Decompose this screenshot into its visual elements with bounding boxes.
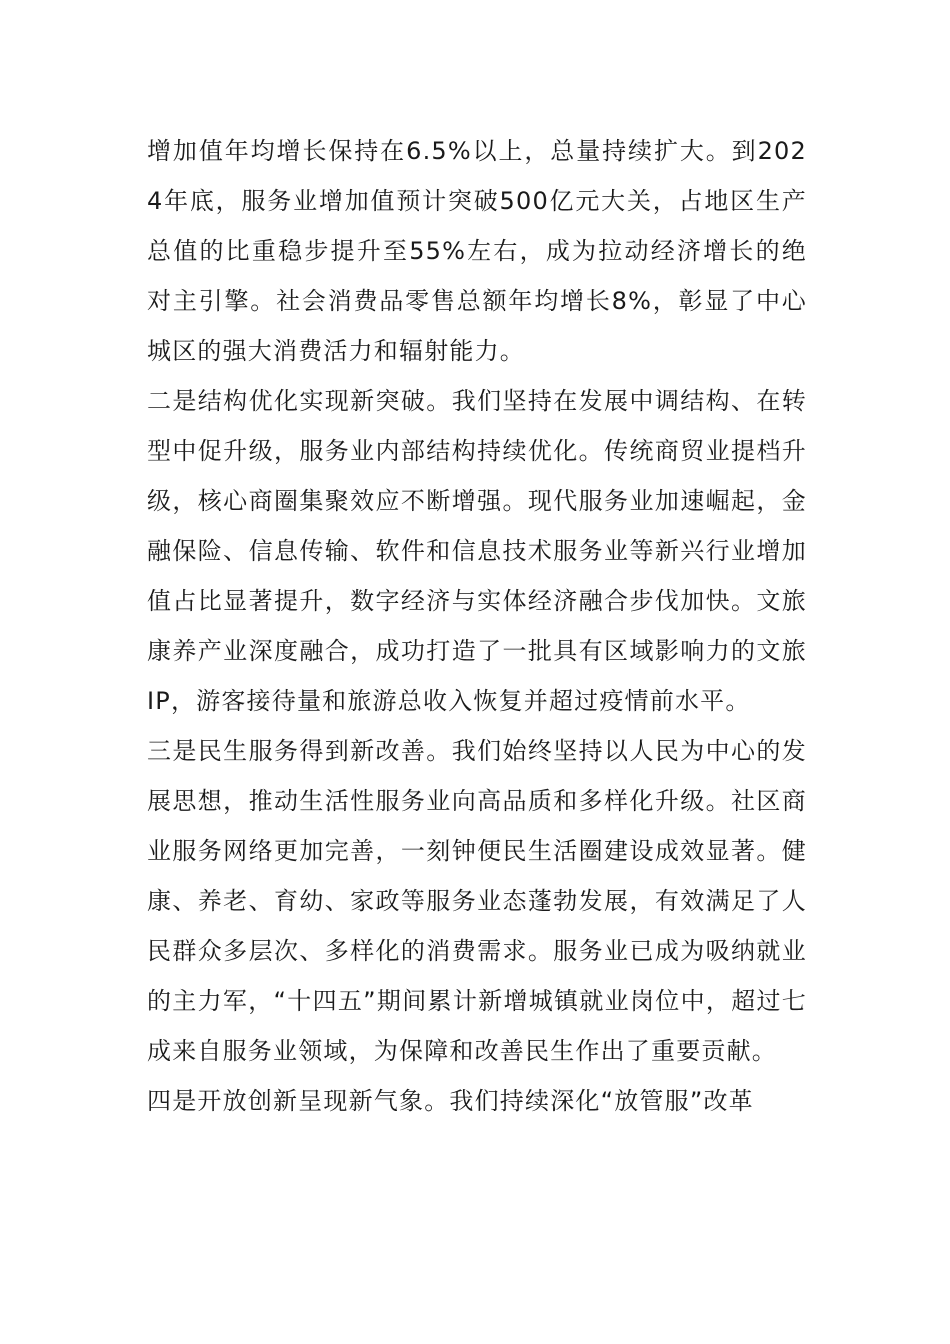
paragraph-open-innovation: 四是开放创新呈现新气象。我们持续深化“放管服”改革 [147,1087,754,1115]
document-body [147,126,807,1126]
paragraph-livelihood-services: 三是民生服务得到新改善。我们始终坚持以人民为中心的发展思想，推动生活性服务业向高品质和多样化升级。社区商业服务网络更加完善，一刻钟便民生活圈建设成效显著。健康、养老、育幼、家政等服务业态蓬勃发展，有效满足了人民群众多层次、多样化的消费需求。服务业已成为吸纳就业的主力军，“十四五”期间累计新增城镇就业岗位中，超过七成来自服务业领域，为保障和改善民生作出了重要贡献。 [147,737,807,1065]
paragraph-structure-optimization: 二是结构优化实现新突破。我们坚持在发展中调结构、在转型中促升级，服务业内部结构持续优化。传统商贸业提档升级，核心商圈集聚效应不断增强。现代服务业加速崛起，金融保险、信息传输、软件和信息技术服务业等新兴行业增加值占比显著提升，数字经济与实体经济融合步伐加快。文旅康养产业深度融合，成功打造了一批具有区域影响力的文旅IP，游客接待量和旅游总收入恢复并超过疫情前水平。 [147,387,807,715]
paragraph-growth-summary: 增加值年均增长保持在6.5%以上，总量持续扩大。到2024年底，服务业增加值预计突破500亿元大关，占地区生产总值的比重稳步提升至55%左右，成为拉动经济增长的绝对主引擎。社会消费品零售总额年均增长8%，彰显了中心城区的强大消费活力和辐射能力。 [147,137,807,365]
